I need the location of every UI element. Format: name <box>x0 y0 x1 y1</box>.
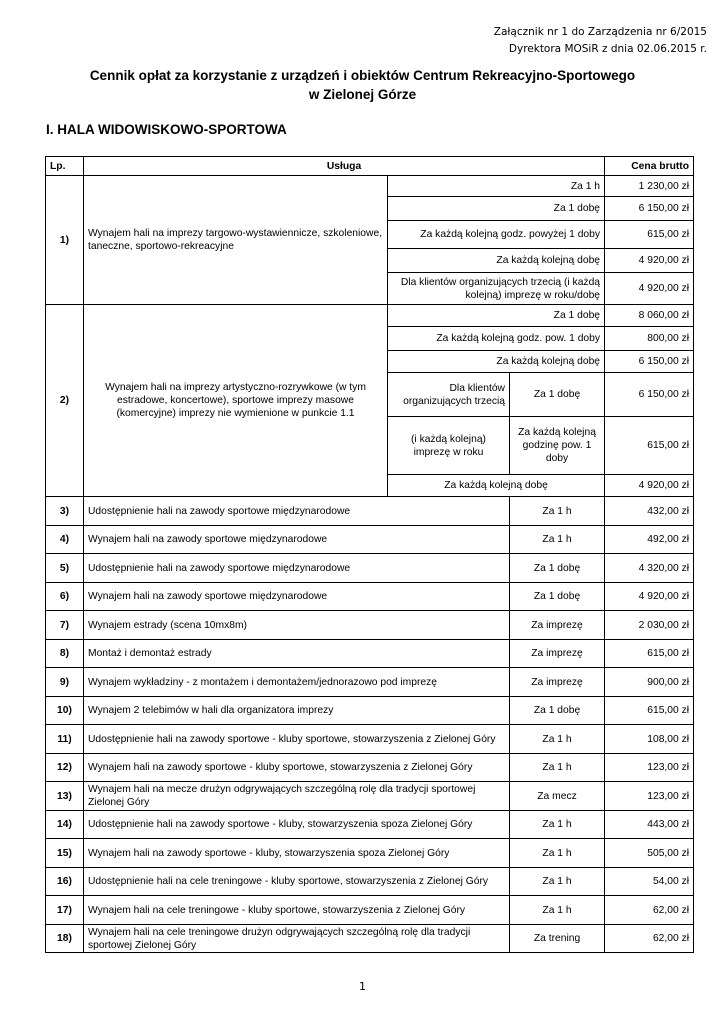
row-unit: Za 1 dobę <box>510 583 605 611</box>
table-row <box>46 583 694 611</box>
row-lp: 14) <box>46 811 84 839</box>
table-row <box>46 176 694 197</box>
document-title <box>0 66 725 104</box>
row-lp: 16) <box>46 868 84 896</box>
row-lp: 12) <box>46 754 84 782</box>
row-price: 123,00 zł <box>605 782 694 811</box>
row-description: Udostępnienie hali na zawody sportowe międzynarodowe <box>84 497 510 526</box>
row-unit: Za mecz <box>510 782 605 811</box>
row-description: Wynajem hali na cele treningowe - kluby sportowe, stowarzyszenia z Zielonej Góry <box>84 896 510 925</box>
row-price: 6 150,00 zł <box>605 351 694 373</box>
row-price: 505,00 zł <box>605 839 694 868</box>
row-unit: Za 1 dobę <box>510 373 605 417</box>
table-row <box>46 305 694 327</box>
row-description: Wynajem hali na imprezy artystyczno-rozrywkowe (w tym estradowe, koncertowe), sportowe imprezy masowe (komercyjne) imprezy nie wymienione w punkcie 1.1 <box>84 305 388 497</box>
row-lp: 3) <box>46 497 84 526</box>
simple-rows <box>46 497 694 953</box>
row-price: 4 320,00 zł <box>605 554 694 583</box>
row-unit: Za 1 h <box>510 896 605 925</box>
row-lp: 4) <box>46 526 84 554</box>
attachment-note <box>494 24 707 58</box>
header-price: Cena brutto <box>605 157 694 176</box>
table-row <box>46 725 694 754</box>
header-service: Usługa <box>84 157 605 176</box>
row-description: Wynajem hali na zawody sportowe - kluby, stowarzyszenia spoza Zielonej Góry <box>84 839 510 868</box>
row-unit: Za każdą kolejną dobę <box>388 249 605 273</box>
clients-label-a: Dla klientów organizujących trzecią <box>388 373 510 417</box>
row-price: 8 060,00 zł <box>605 305 694 327</box>
row-price: 492,00 zł <box>605 526 694 554</box>
row-description: Wynajem hali na imprezy targowo-wystawiennicze, szkoleniowe, taneczne, sportowo-rekreacyjne <box>84 176 388 305</box>
row-price: 800,00 zł <box>605 327 694 351</box>
row-price: 2 030,00 zł <box>605 611 694 640</box>
row-lp: 11) <box>46 725 84 754</box>
table-row <box>46 554 694 583</box>
row-description: Udostępnienie hali na zawody sportowe międzynarodowe <box>84 554 510 583</box>
row-lp: 17) <box>46 896 84 925</box>
row-description: Wynajem 2 telebimów w hali dla organizatora imprezy <box>84 697 510 725</box>
row-price: 443,00 zł <box>605 811 694 839</box>
row-price: 1 230,00 zł <box>605 176 694 197</box>
price-table <box>45 156 694 953</box>
row-unit: Dla klientów organizujących trzecią (i każdą kolejną) imprezę w roku/dobę <box>388 273 605 305</box>
table-row <box>46 640 694 668</box>
table-row <box>46 896 694 925</box>
row-unit: Za każdą kolejną godz. pow. 1 doby <box>388 327 605 351</box>
document-title-line2: w Zielonej Górze <box>308 87 417 102</box>
row-price: 615,00 zł <box>605 417 694 475</box>
row-description: Wynajem hali na mecze drużyn odgrywających szczególną rolę dla tradycji sportowej Zielonej Góry <box>84 782 510 811</box>
row-unit: Za 1 dobę <box>510 697 605 725</box>
row-price: 54,00 zł <box>605 868 694 896</box>
row-description: Wynajem wykładziny - z montażem i demontażem/jednorazowo pod imprezę <box>84 668 510 697</box>
row-lp: 8) <box>46 640 84 668</box>
row-price: 62,00 zł <box>605 925 694 953</box>
row-price: 615,00 zł <box>605 221 694 249</box>
row-lp: 2) <box>46 305 84 497</box>
row-description: Udostępnienie hali na cele treningowe - kluby sportowe, stowarzyszenia z Zielonej Góry <box>84 868 510 896</box>
table-row <box>46 497 694 526</box>
row-unit: Za 1 dobę <box>388 305 605 327</box>
row-lp: 9) <box>46 668 84 697</box>
table-row <box>46 925 694 953</box>
page-number: 1 <box>359 980 366 993</box>
row-description: Wynajem hali na zawody sportowe - kluby sportowe, stowarzyszenia z Zielonej Góry <box>84 754 510 782</box>
table-row <box>46 697 694 725</box>
row-unit: Za 1 h <box>510 754 605 782</box>
row-lp: 18) <box>46 925 84 953</box>
row-lp: 10) <box>46 697 84 725</box>
row-unit: Za 1 dobę <box>388 197 605 221</box>
row-lp: 6) <box>46 583 84 611</box>
row-price: 4 920,00 zł <box>605 249 694 273</box>
table-row <box>46 782 694 811</box>
table-header-row <box>46 157 694 176</box>
row-description: Udostępnienie hali na zawody sportowe - kluby, stowarzyszenia spoza Zielonej Góry <box>84 811 510 839</box>
table-row <box>46 668 694 697</box>
row-price: 62,00 zł <box>605 896 694 925</box>
row-unit: Za imprezę <box>510 640 605 668</box>
row-description: Wynajem hali na cele treningowe drużyn odgrywających szczególną rolę dla tradycji sportowej Zielonej Góry <box>84 925 510 953</box>
row-description: Montaż i demontaż estrady <box>84 640 510 668</box>
row-unit: Za 1 h <box>510 839 605 868</box>
row-unit: Za każdą kolejną godzinę pow. 1 doby <box>510 417 605 475</box>
row-unit: Za 1 h <box>388 176 605 197</box>
row-unit: Za 1 h <box>510 725 605 754</box>
row-unit: Za imprezę <box>510 611 605 640</box>
row-lp: 7) <box>46 611 84 640</box>
row-price: 615,00 zł <box>605 640 694 668</box>
row-lp: 1) <box>46 176 84 305</box>
row-unit: Za 1 h <box>510 526 605 554</box>
row-unit: Za każdą kolejną dobę <box>388 351 605 373</box>
row-price: 4 920,00 zł <box>605 273 694 305</box>
row-price: 123,00 zł <box>605 754 694 782</box>
table-row <box>46 526 694 554</box>
attachment-note-line2: Dyrektora MOSiR z dnia 02.06.2015 r. <box>508 43 707 55</box>
row-price: 4 920,00 zł <box>605 475 694 497</box>
row-lp: 15) <box>46 839 84 868</box>
row-price: 432,00 zł <box>605 497 694 526</box>
row-price: 6 150,00 zł <box>605 197 694 221</box>
table-row <box>46 868 694 896</box>
row-description: Udostępnienie hali na zawody sportowe - kluby sportowe, stowarzyszenia z Zielonej Góry <box>84 725 510 754</box>
section-title: I. HALA WIDOWISKOWO-SPORTOWA <box>46 122 287 137</box>
table-row <box>46 839 694 868</box>
row-price: 108,00 zł <box>605 725 694 754</box>
row-unit: Za każdą kolejną godz. powyżej 1 doby <box>388 221 605 249</box>
row-price: 4 920,00 zł <box>605 583 694 611</box>
row-unit: Za 1 h <box>510 868 605 896</box>
row-description: Wynajem hali na zawody sportowe międzynarodowe <box>84 526 510 554</box>
row-unit: Za 1 h <box>510 811 605 839</box>
table-row <box>46 754 694 782</box>
table-row <box>46 611 694 640</box>
row-unit: Za trening <box>510 925 605 953</box>
row-lp: 5) <box>46 554 84 583</box>
table-row <box>46 811 694 839</box>
attachment-note-line1: Załącznik nr 1 do Zarządzenia nr 6/2015 <box>493 26 707 38</box>
document-title-line1: Cennik opłat za korzystanie z urządzeń i obiektów Centrum Rekreacyjno-Sportowego <box>89 68 636 83</box>
row-price: 900,00 zł <box>605 668 694 697</box>
header-lp: Lp. <box>46 157 84 176</box>
row-price: 615,00 zł <box>605 697 694 725</box>
row-description: Wynajem estrady (scena 10mx8m) <box>84 611 510 640</box>
clients-label-b: (i każdą kolejną) imprezę w roku <box>388 417 510 475</box>
row-unit: Za każdą kolejną dobę <box>388 475 605 497</box>
row-unit: Za imprezę <box>510 668 605 697</box>
row-price: 6 150,00 zł <box>605 373 694 417</box>
row-description: Wynajem hali na zawody sportowe międzynarodowe <box>84 583 510 611</box>
row-unit: Za 1 h <box>510 497 605 526</box>
row-unit: Za 1 dobę <box>510 554 605 583</box>
row-lp: 13) <box>46 782 84 811</box>
